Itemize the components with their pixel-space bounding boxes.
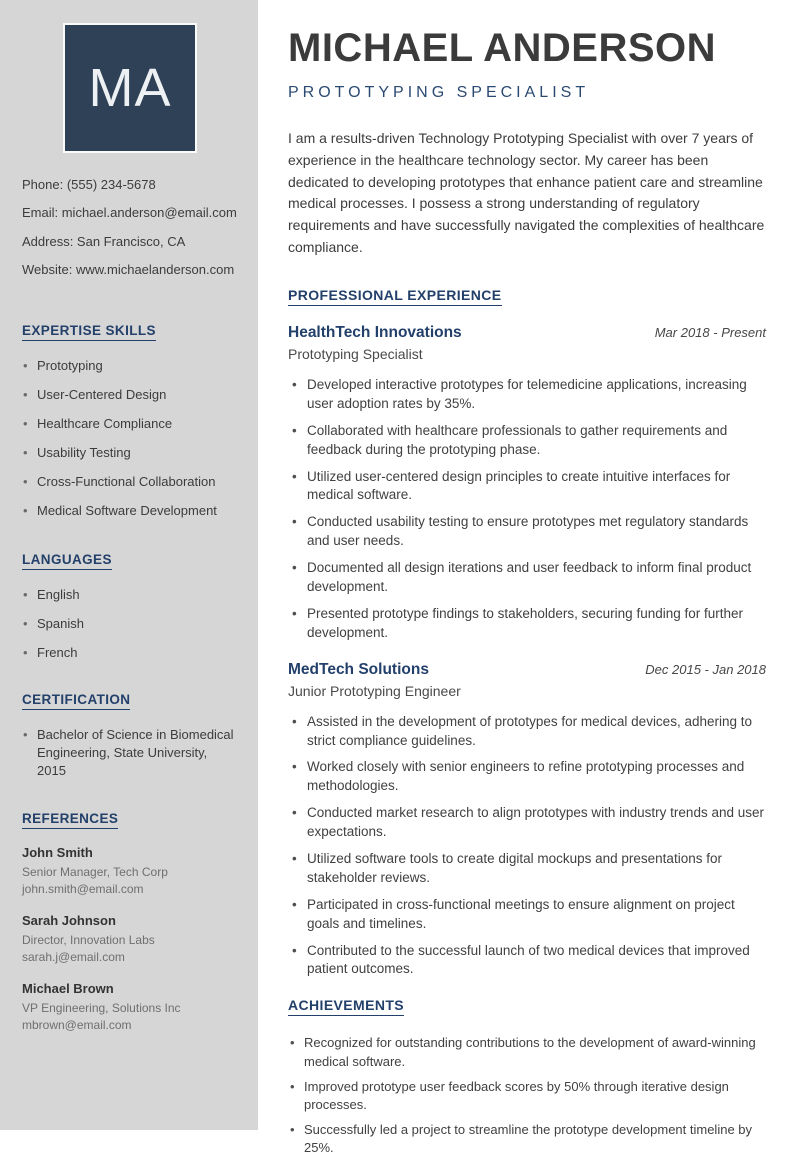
job-header — [288, 661, 766, 679]
skill-item: • Usability Testing — [22, 444, 238, 462]
skills-list — [22, 357, 238, 520]
summary-paragraph: I am a results-driven Technology Prototyping Specialist with over 7 years of experience in the healthcare technology sector. My career has been dedicated to developing prototypes that enhance patient care and streamline medical processes. I possess a strong understanding of regulatory requirements and have successfully navigated the complexities of healthcare compliance. — [288, 130, 765, 256]
contact-line: Phone: (555) 234-5678 — [22, 177, 156, 192]
references-section — [22, 810, 238, 1034]
skills-section — [22, 322, 238, 520]
job-header — [288, 324, 766, 342]
monogram: MA — [65, 25, 195, 151]
job-bullets — [288, 376, 766, 643]
skill-item: • User-Centered Design — [22, 386, 238, 404]
company-name: HealthTech Innovations — [288, 323, 462, 341]
contact-line: Address: San Francisco, CA — [22, 233, 186, 249]
references-list — [22, 845, 238, 1034]
job-bullet: • Utilized software tools to create digital mockups and presentations for stakeholder reviews. — [288, 850, 766, 888]
reference-email: sarah.j@email.com — [22, 950, 125, 965]
job-dates: Mar 2018 - Present — [654, 324, 766, 340]
reference-email: john.smith@email.com — [22, 882, 144, 897]
certification-list — [22, 726, 238, 780]
reference-item — [22, 845, 238, 898]
company-name: MedTech Solutions — [288, 660, 429, 678]
achievements-section — [288, 997, 766, 1157]
job-bullet: • Worked closely with senior engineers to refine prototyping processes and methodologies. — [288, 758, 766, 796]
reference-name: Sarah Johnson — [22, 913, 116, 929]
monogram-wrap — [22, 25, 238, 151]
job-bullet: • Developed interactive prototypes for telemedicine applications, increasing user adoption rates by 35%. — [288, 376, 766, 414]
reference-item — [22, 913, 238, 966]
skills-heading: EXPERTISE SKILLS — [22, 323, 156, 341]
certification-item: • Bachelor of Science in Biomedical Engineering, State University, 2015 — [22, 726, 238, 780]
job-bullet: • Participated in cross-functional meetings to ensure alignment on project goals and timelines. — [288, 896, 766, 934]
skill-item: • Medical Software Development — [22, 502, 238, 520]
achievement-bullet: • Recognized for outstanding contributions to the development of award-winning medical software. — [288, 1034, 766, 1070]
achievements-list — [288, 1034, 766, 1157]
reference-item — [22, 981, 238, 1034]
job-bullet: • Collaborated with healthcare professionals to gather requirements and feedback during the prototyping phase. — [288, 422, 766, 460]
language-item: • French — [22, 644, 238, 662]
job-bullets — [288, 713, 766, 980]
skill-item: • Cross-Functional Collaboration — [22, 473, 238, 491]
language-item: • Spanish — [22, 615, 238, 633]
job-bullet: • Conducted market research to align prototypes with industry trends and user expectations. — [288, 804, 766, 842]
contact-line: Website: www.michaelanderson.com — [22, 261, 235, 277]
reference-title: Senior Manager, Tech Corp — [22, 865, 168, 880]
job-entry-healthtech — [288, 324, 766, 643]
languages-section — [22, 551, 238, 662]
job-dates: Dec 2015 - Jan 2018 — [645, 661, 766, 677]
languages-heading: LANGUAGES — [22, 552, 112, 570]
certification-section — [22, 691, 238, 780]
job-role: Junior Prototyping Engineer — [288, 682, 461, 699]
job-bullet: • Assisted in the development of prototypes for medical devices, adhering to strict compliance guidelines. — [288, 713, 766, 751]
job-bullet: • Utilized user-centered design principles to create intuitive interfaces for medical software. — [288, 468, 766, 506]
skill-item: • Healthcare Compliance — [22, 415, 238, 433]
job-bullet: • Documented all design iterations and user feedback to inform final product development. — [288, 559, 766, 597]
certification-heading: CERTIFICATION — [22, 692, 130, 710]
job-role: Prototyping Specialist — [288, 345, 423, 362]
experience-heading: PROFESSIONAL EXPERIENCE — [288, 287, 502, 306]
reference-name: John Smith — [22, 845, 93, 861]
job-bullet: • Contributed to the successful launch of two medical devices that improved patient outcomes. — [288, 942, 766, 980]
references-heading: REFERENCES — [22, 811, 118, 829]
contact-line: Email: michael.anderson@email.com — [22, 205, 237, 221]
reference-title: Director, Innovation Labs — [22, 933, 155, 948]
job-bullet: • Conducted usability testing to ensure prototypes met regulatory standards and user needs. — [288, 513, 766, 551]
reference-email: mbrown@email.com — [22, 1018, 132, 1033]
languages-list — [22, 586, 238, 662]
person-job-title: PROTOTYPING SPECIALIST — [288, 84, 590, 101]
main-content — [258, 0, 800, 1156]
reference-name: Michael Brown — [22, 981, 114, 997]
person-name: MICHAEL ANDERSON — [288, 26, 717, 70]
job-entry-medtech — [288, 661, 766, 980]
job-bullet: • Presented prototype findings to stakeholders, securing funding for further development. — [288, 605, 766, 643]
sidebar — [0, 0, 258, 1130]
reference-title: VP Engineering, Solutions Inc — [22, 1001, 181, 1016]
achievement-bullet: • Successfully led a project to streamline the prototype development timeline by 25%. — [288, 1121, 766, 1157]
achievement-bullet: • Improved prototype user feedback scores by 50% through iterative design processes. — [288, 1078, 766, 1114]
contact-info — [22, 177, 238, 278]
language-item: • English — [22, 586, 238, 604]
skill-item: • Prototyping — [22, 357, 238, 375]
achievements-heading: ACHIEVEMENTS — [288, 997, 404, 1016]
